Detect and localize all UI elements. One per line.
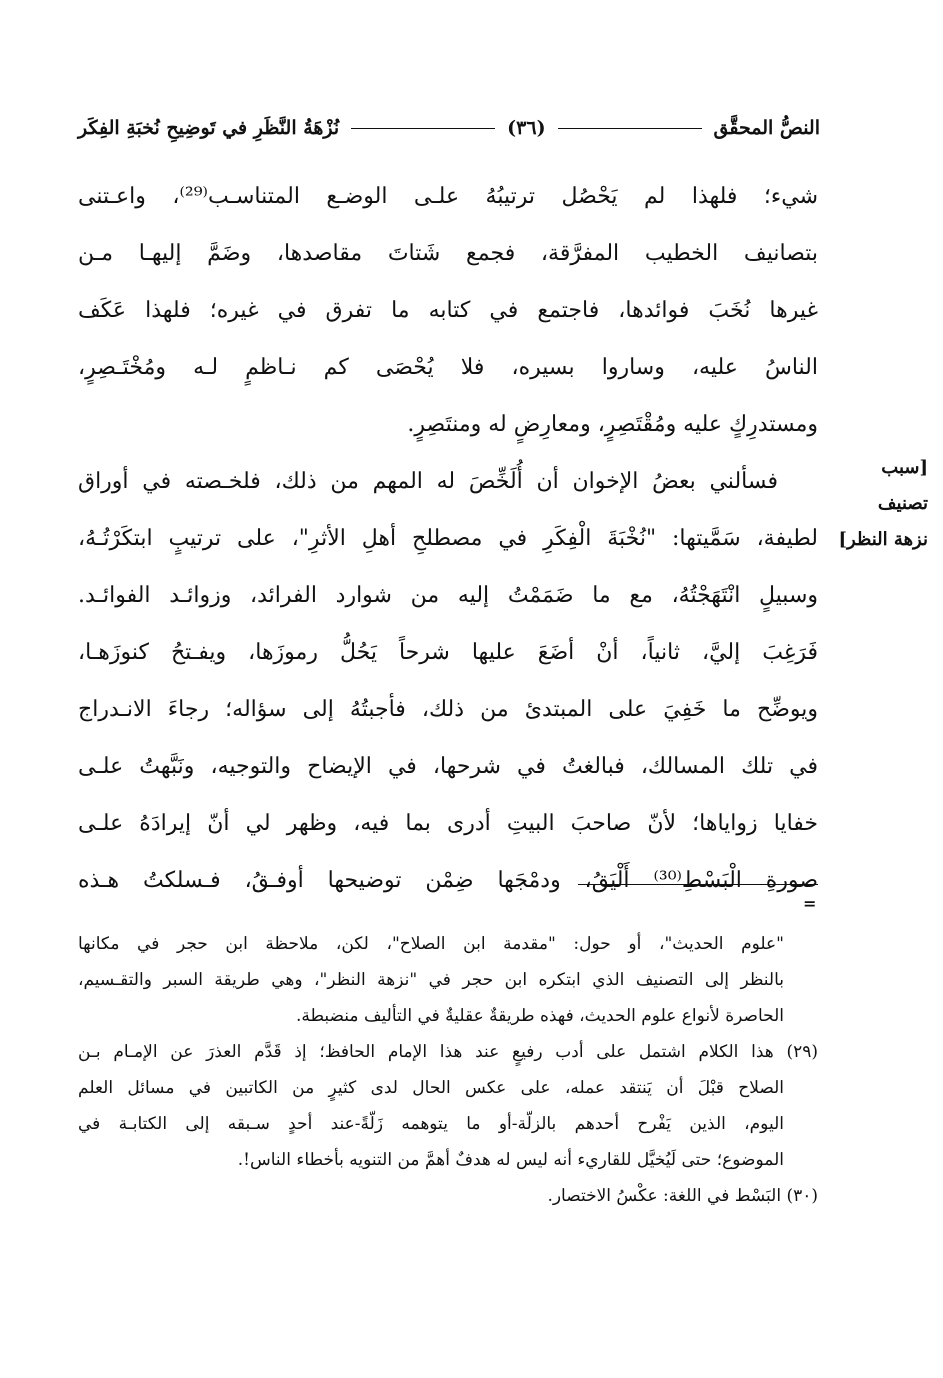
header-right-title: النصُّ المحقَّق [713, 117, 820, 139]
footnote-30: (٣٠) البَسْط في اللغة: عكْسُ الاختصار. [547, 1186, 818, 1206]
main-line: صورةِ الْبَسْطِ⁽³⁰⁾ أَلْيَقُ، ودمْجَها ضِمْن توضيحها أوفـقُ، فـسلكتُ هـذه [78, 868, 818, 893]
footnote-line: "علوم الحديث"، أو حول: "مقدمة ابن الصلاح"، لكن، ملاحظة ابن حجر في مكانها [78, 934, 784, 954]
main-line: فَرَغِبَ إليَّ، ثانياً، أنْ أضَعَ عليها شرحاً يَحُلُّ رموزَها، ويفـتحُ كنوزَهـا، [78, 640, 818, 665]
footnote-separator [578, 884, 818, 885]
main-line: شيء؛ فلهذا لم يَحْصُل ترتيبُهُ علـى الوضـع المتناسـب⁽²⁹⁾، واعـتنى [78, 184, 819, 209]
main-line: الناسُ عليه، وساروا بسيره، فلا يُحْصَى كم نـاظمٍ لـه ومُخْتَـصِرٍ، [78, 355, 818, 380]
main-line: وسبيلٍ انْتَهَجْتُهُ، مع ما ضَمَمْتُ إليه من شوارد الفرائد، وزوائـد الفوائـد. [78, 583, 818, 608]
page-number: (٣٦) [507, 117, 546, 139]
main-line: غيرها نُخَبَ فوائدها، فاجتمع في كتابه ما تفرق في غيره؛ فلهذا عَكَف [78, 298, 818, 323]
margin-heading [818, 450, 928, 558]
header-left-title: نُزْهَةُ النَّظَرِ في تَوضِيحِ نُخبَةِ الفِكَر [77, 117, 340, 139]
running-header [78, 108, 820, 148]
main-line: فسألني بعضُ الإخوان أن أُلَخِّصَ له المهم من ذلك، فلخـصته في أوراق [78, 469, 778, 494]
footnote-line: بالنظر إلى التصنيف الذي ابتكره ابن حجر في "نزهة النظر"، وهي طريقة السبر والتقـسيم، [78, 970, 784, 990]
footnote-line: الصلاح قبْلَ أن يَنتقد عمله، على عكس الحال لدى كثيرٍ من الكاتبين في مسائل العلم [78, 1078, 784, 1098]
main-line: ويوضِّح ما خَفِيَ على المبتدئ من ذلك، فأجبتُهُ إلى سؤاله؛ رجاءَ الانـدراج [78, 697, 818, 722]
footnote-line: الموضوع؛ حتى لَيُخيَّل للقاريء أنه ليس له هدفٌ أهمَّ من التنويه بأخطاء الناس!. [237, 1150, 784, 1170]
footnote-29: (٢٩) هذا الكلام اشتمل على أدب رفيعٍ عند هذا الإمام الحافظ؛ إذ قَدَّم العذرَ عن الإمـام بـن [78, 1042, 818, 1062]
footnote-line: اليوم، الذين يَفْرح أحدهم بالزلّة-أو ما يتوهمه زَلّةً-عند أحدٍ سـبقه إلى الكتابـة في [78, 1114, 784, 1134]
margin-heading-line: تصنيف [877, 493, 928, 514]
header-rule-right [558, 128, 702, 129]
header-rule-left [351, 128, 495, 129]
main-line: بتصانيف الخطيب المفرَّقة، فجمع شَتاتَ مقاصدها، وضَمَّ إليهـا مـن [78, 241, 818, 266]
main-line: ومستدرِكٍ عليه ومُقْتَصِرٍ، ومعارِضٍ له ومنتَصِرٍ. [407, 412, 818, 437]
main-text [78, 168, 818, 909]
main-line: لطيفة، سَمَّيتها: "نُخْبَةَ الْفِكَرِ في مصطلحِ أهلِ الأثرِ"، على ترتيبٍ ابتكَرْتُـهُ، [78, 526, 818, 551]
main-line: في تلك المسالك، فبالغتُ في شرحها، في الإيضاح والتوجيه، ونَبَّهتُ علـى [78, 754, 818, 779]
margin-heading-line: [سبب [881, 457, 928, 478]
main-line: خفايا زواياها؛ لأنّ صاحبَ البيتِ أدرى بما فيه، وظهر لي أنّ إيرادَهُ علـى [78, 811, 818, 836]
footnote-line: الحاصرة لأنواع علوم الحديث، فهذه طريقةٌ عقليةٌ في التأليف منضبطة. [295, 1006, 784, 1026]
footnotes [78, 926, 818, 1214]
margin-heading-line: نزهة النظر] [838, 529, 928, 550]
continuation-mark: = [803, 894, 817, 913]
